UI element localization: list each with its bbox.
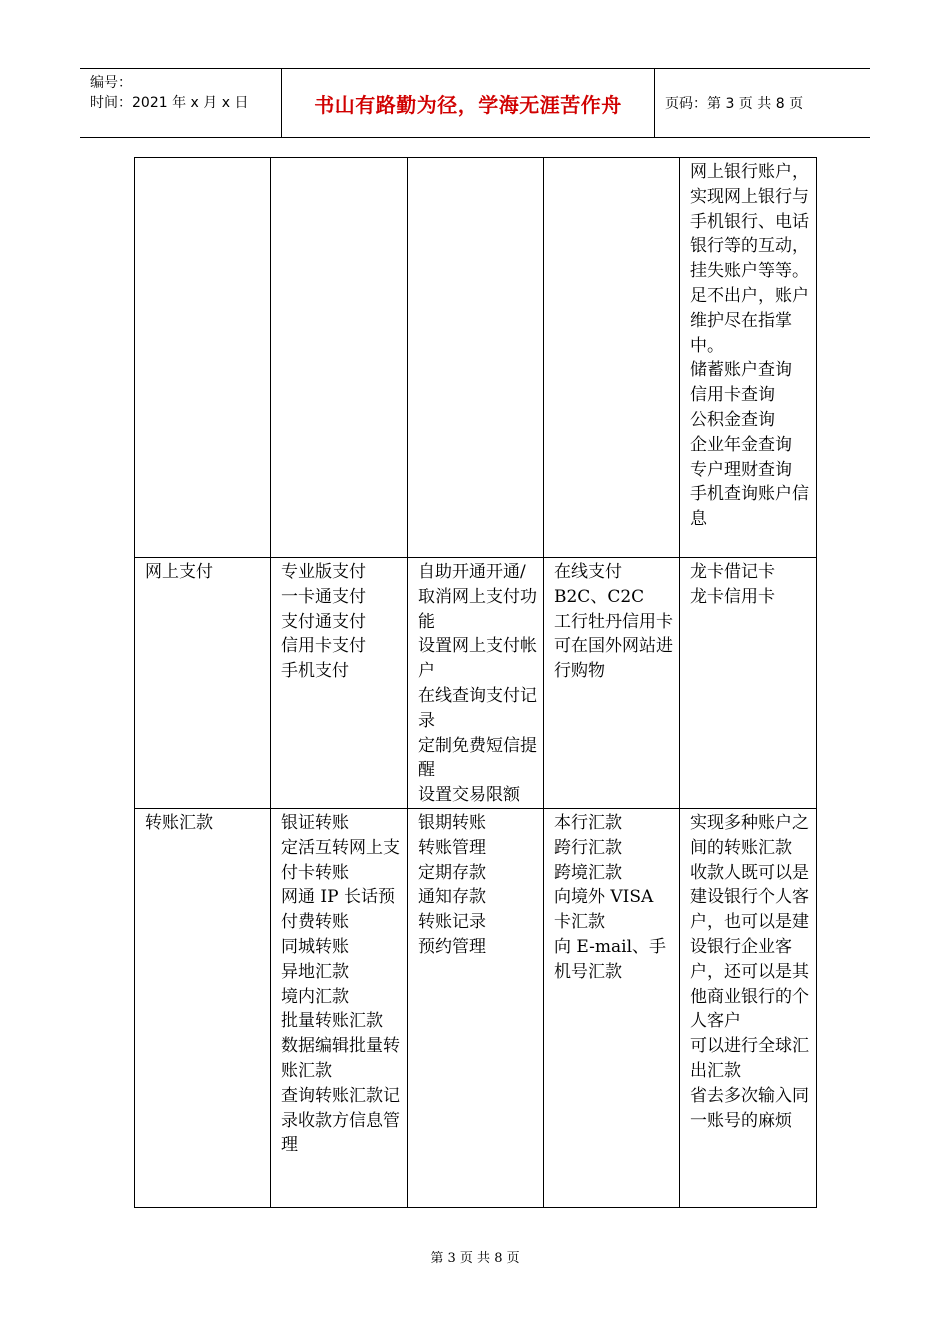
cell-line: 手机支付: [281, 661, 349, 682]
cell-line: 定制免费短信提醒: [418, 735, 537, 781]
cell-line: 龙卡信用卡: [690, 586, 775, 607]
header-page-label: 页码：第 3 页 共 8 页: [665, 96, 804, 112]
table-cell: [135, 158, 271, 558]
cell-line: 向境外 VISA 卡汇款: [554, 887, 659, 933]
cell-line: 通知存款: [418, 887, 486, 908]
cell-line: 支付通支付: [281, 611, 366, 632]
table-row: [135, 808, 817, 1207]
cell-line: 足不出户，账户维护尽在指掌中。: [690, 285, 809, 356]
cell-line: 网通 IP 长话预付费转账: [281, 887, 395, 933]
cell-line: 可以进行全球汇出汇款: [690, 1036, 809, 1081]
header-time-label: 时间：2021 年 x 月 x 日: [90, 95, 249, 111]
cell-line: 龙卡借记卡: [690, 562, 775, 582]
cell-line: 转账记录: [418, 912, 486, 933]
table-cell: [680, 808, 817, 1207]
cell-line: 本行汇款: [554, 812, 622, 833]
cell-line: 信用卡支付: [281, 636, 366, 657]
table-cell: [271, 158, 408, 558]
cell-line: 银证转账: [281, 812, 349, 833]
table-cell: [680, 558, 817, 809]
cell-line: 专业版支付: [281, 562, 366, 582]
cell-line: 信用卡查询: [690, 385, 775, 406]
cell-line: 工行牡丹信用卡可在国外网站进行购物: [554, 611, 673, 682]
table-cell: [271, 808, 408, 1207]
table-cell: [544, 808, 680, 1207]
table-cell: [271, 558, 408, 809]
table-cell: [408, 158, 544, 558]
cell-line: 在线支付: [554, 562, 622, 582]
table-cell: [135, 808, 271, 1207]
cell-line: 网上支付: [145, 562, 213, 582]
cell-line: 专户理财查询: [690, 459, 792, 480]
cell-line: 跨境汇款: [554, 862, 622, 883]
table-cell: [135, 558, 271, 809]
content-table: [134, 157, 817, 1208]
cell-line: 一卡通支付: [281, 586, 366, 607]
table-cell: [544, 558, 680, 809]
cell-line: 转账管理: [418, 837, 486, 858]
header-motto: 书山有路勤为径，学海无涯苦作舟: [282, 69, 655, 137]
header-meta: [80, 69, 282, 137]
cell-line: 批量转账汇款: [281, 1011, 383, 1032]
cell-line: 省去多次输入同一账号的麻烦: [690, 1085, 809, 1131]
cell-line: 收款人既可以是建设银行个人客户，也可以是建设银行企业客户，还可以是其他商业银行的个人客户: [690, 862, 809, 1032]
cell-line: 定期存款: [418, 862, 486, 883]
cell-line: 异地汇款: [281, 961, 349, 982]
cell-line: 定活互转网上支付卡转账: [281, 837, 400, 883]
table-body: [135, 158, 817, 1208]
cell-line: 同城转账: [281, 936, 349, 957]
cell-line: 网上银行账户，实现网上银行与手机银行、电话银行等的互动，挂失账户等等。: [690, 162, 809, 282]
table-cell: [680, 158, 817, 558]
cell-line: 转账汇款: [145, 812, 213, 833]
cell-line: B2C、C2C: [554, 586, 645, 607]
table-cell: [544, 158, 680, 558]
cell-line: 跨行汇款: [554, 837, 622, 858]
page-footer: 第 3 页 共 8 页: [430, 1251, 520, 1266]
cell-line: 查询转账汇款记录收款方信息管理: [281, 1085, 400, 1156]
cell-line: 企业年金查询: [690, 434, 792, 455]
cell-line: 预约管理: [418, 936, 486, 957]
header-number-label: 编号：: [90, 75, 132, 91]
cell-line: 数据编辑批量转账汇款: [281, 1036, 400, 1081]
table-cell: [408, 558, 544, 809]
cell-line: 境内汇款: [281, 986, 349, 1007]
cell-line: 公积金查询: [690, 409, 775, 430]
cell-line: 设置网上支付帐户: [418, 636, 537, 682]
table-cell: [408, 808, 544, 1207]
cell-line: 储蓄账户查询: [690, 360, 792, 381]
cell-line: 手机查询账户信息: [690, 484, 809, 530]
cell-line: 设置交易限额: [418, 785, 520, 806]
cell-line: 银期转账: [418, 812, 486, 833]
cell-line: 向 E-mail、手机号汇款: [554, 936, 667, 982]
table-row: [135, 158, 817, 558]
cell-line: 实现多种账户之间的转账汇款: [690, 812, 809, 858]
cell-line: 自助开通开通/取消网上支付功能: [418, 562, 537, 632]
page-header: [80, 68, 870, 138]
cell-line: 在线查询支付记录: [418, 685, 537, 731]
table-row: [135, 558, 817, 809]
